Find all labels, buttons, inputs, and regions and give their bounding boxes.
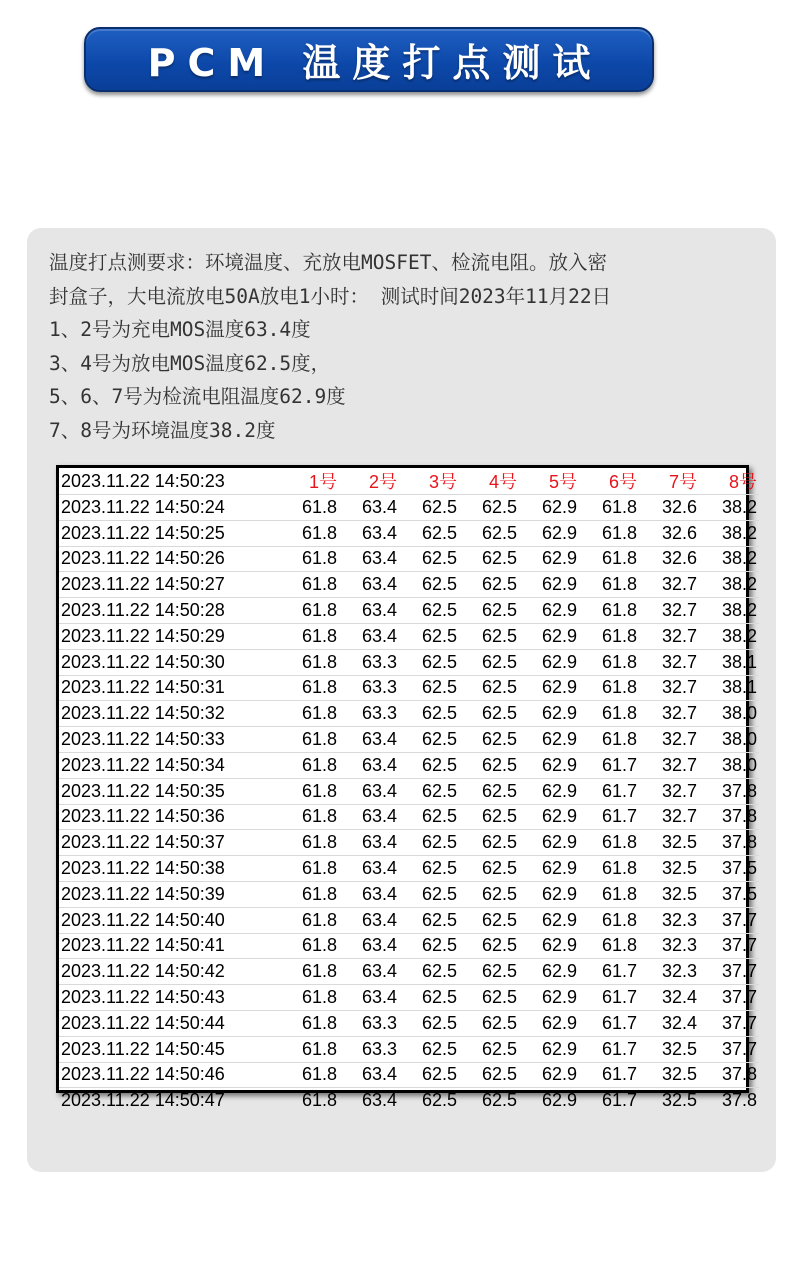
temperature-cell-5: 62.9 (519, 727, 579, 753)
temperature-cell-7: 32.5 (639, 830, 699, 856)
temperature-cell-8: 37.8 (699, 1062, 759, 1088)
table-row (59, 881, 759, 907)
temperature-cell-1: 61.8 (279, 1062, 339, 1088)
temperature-cell-2: 63.4 (339, 752, 399, 778)
table-row (59, 520, 759, 546)
row-timestamp: 2023.11.22 14:50:32 (59, 701, 279, 727)
temperature-cell-6: 61.7 (579, 1010, 639, 1036)
temperature-cell-5: 62.9 (519, 675, 579, 701)
temperature-cell-7: 32.7 (639, 649, 699, 675)
temperature-cell-5: 62.9 (519, 546, 579, 572)
temperature-cell-5: 62.9 (519, 778, 579, 804)
temperature-cell-6: 61.8 (579, 598, 639, 624)
temperature-cell-2: 63.3 (339, 675, 399, 701)
temperature-cell-4: 62.5 (459, 881, 519, 907)
table-row (59, 572, 759, 598)
temperature-cell-2: 63.4 (361, 1090, 397, 1111)
table-row (59, 933, 759, 959)
row-timestamp: 2023.11.22 14:50:46 (59, 1062, 279, 1088)
row-timestamp: 2023.11.22 14:50:29 (59, 623, 279, 649)
temperature-cell-5: 62.9 (519, 985, 579, 1011)
requirement-line: 1、2号为充电MOS温度63.4度 (49, 318, 311, 341)
table-row (59, 830, 759, 856)
temperature-cell-7: 32.3 (639, 907, 699, 933)
temperature-table (59, 468, 759, 1113)
row-timestamp: 2023.11.22 14:50:36 (59, 804, 279, 830)
temperature-cell-3: 62.5 (399, 752, 459, 778)
temperature-cell-1: 61.8 (279, 959, 339, 985)
temperature-cell-1: 61.8 (279, 985, 339, 1011)
row-timestamp: 2023.11.22 14:50:24 (59, 495, 279, 521)
temperature-cell-4: 62.5 (459, 933, 519, 959)
temperature-cell-3: 62.5 (399, 495, 459, 521)
temperature-cell-6: 61.7 (579, 1062, 639, 1088)
temperature-cell-1: 61.8 (279, 778, 339, 804)
row-timestamp: 2023.11.22 14:50:37 (59, 830, 279, 856)
temperature-cell-2: 63.3 (339, 649, 399, 675)
row-timestamp: 2023.11.22 14:50:43 (59, 985, 279, 1011)
temperature-cell-5: 62.9 (519, 830, 579, 856)
temperature-cell-1: 61.8 (279, 856, 339, 882)
temperature-cell-8: 37.8 (699, 830, 759, 856)
temperature-cell-5: 62.9 (519, 933, 579, 959)
temperature-cell-3: 62.5 (399, 881, 459, 907)
temperature-cell-2: 63.3 (339, 701, 399, 727)
table-row (59, 1088, 759, 1113)
temperature-cell-4: 62.5 (459, 598, 519, 624)
temperature-cell-2: 63.4 (339, 830, 399, 856)
temperature-cell-4: 62.5 (459, 1010, 519, 1036)
temperature-table-frame (56, 465, 757, 1111)
requirement-line: 封盒子，大电流放电50A放电1小时： 测试时间2023年11月22日 (49, 284, 612, 308)
temperature-cell-7: 32.4 (639, 985, 699, 1011)
temperature-cell-1: 61.8 (279, 623, 339, 649)
row-timestamp: 2023.11.22 14:50:47 (61, 1090, 225, 1111)
temperature-cell-2: 63.4 (339, 907, 399, 933)
temperature-cell-8: 37.5 (699, 881, 759, 907)
temperature-cell-3: 62.5 (399, 1036, 459, 1062)
temperature-cell-7: 32.7 (639, 701, 699, 727)
temperature-cell-6: 61.8 (579, 546, 639, 572)
temperature-cell-6: 61.7 (579, 985, 639, 1011)
row-timestamp: 2023.11.22 14:50:42 (59, 959, 279, 985)
temperature-cell-6: 61.8 (579, 572, 639, 598)
temperature-cell-5: 62.9 (519, 495, 579, 521)
temperature-cell-3: 62.5 (399, 830, 459, 856)
temperature-cell-6: 61.7 (579, 1036, 639, 1062)
temperature-cell-6: 61.8 (579, 623, 639, 649)
temperature-cell-7: 32.6 (639, 546, 699, 572)
row-timestamp: 2023.11.22 14:50:38 (59, 856, 279, 882)
temperature-cell-4: 62.5 (459, 907, 519, 933)
temperature-cell-6: 61.8 (579, 649, 639, 675)
temperature-cell-5: 62.9 (519, 1036, 579, 1062)
temperature-cell-8: 37.7 (699, 1010, 759, 1036)
temperature-cell-7: 32.7 (639, 675, 699, 701)
temperature-cell-7: 32.3 (639, 959, 699, 985)
temperature-cell-7: 32.6 (639, 495, 699, 521)
temperature-cell-8: 38.2 (699, 546, 759, 572)
temperature-cell-8: 38.2 (699, 520, 759, 546)
temperature-cell-3: 62.5 (399, 546, 459, 572)
table-row (59, 623, 759, 649)
temperature-cell-6: 61.8 (579, 701, 639, 727)
temperature-cell-4: 62.5 (459, 856, 519, 882)
row-timestamp: 2023.11.22 14:50:44 (59, 1010, 279, 1036)
temperature-cell-5: 62.9 (519, 881, 579, 907)
temperature-cell-4: 62.5 (459, 623, 519, 649)
temperature-cell-5: 62.9 (519, 959, 579, 985)
temperature-cell-8: 37.7 (699, 985, 759, 1011)
temperature-cell-7: 32.7 (639, 727, 699, 753)
temperature-cell-2: 63.4 (339, 881, 399, 907)
temperature-cell-3: 62.5 (399, 1062, 459, 1088)
temperature-cell-5: 62.9 (519, 520, 579, 546)
temperature-cell-2: 63.4 (339, 623, 399, 649)
temperature-cell-2: 63.4 (339, 856, 399, 882)
column-header-2: 2号 (339, 468, 399, 495)
temperature-cell-7: 32.7 (639, 752, 699, 778)
temperature-cell-2: 63.4 (339, 520, 399, 546)
temperature-cell-1: 61.8 (279, 1036, 339, 1062)
row-timestamp: 2023.11.22 14:50:31 (59, 675, 279, 701)
temperature-cell-4: 62.5 (459, 1062, 519, 1088)
temperature-cell-5: 62.9 (519, 572, 579, 598)
row-timestamp: 2023.11.22 14:50:25 (59, 520, 279, 546)
temperature-cell-3: 62.5 (399, 985, 459, 1011)
row-timestamp: 2023.11.22 14:50:26 (59, 546, 279, 572)
temperature-cell-5: 62.9 (519, 804, 579, 830)
temperature-cell-8: 38.2 (699, 623, 759, 649)
temperature-cell-5: 62.9 (519, 1062, 579, 1088)
temperature-cell-2: 63.4 (339, 933, 399, 959)
temperature-cell-1: 61.8 (279, 649, 339, 675)
temperature-cell-3: 62.5 (399, 959, 459, 985)
temperature-cell-3: 62.5 (399, 520, 459, 546)
requirement-line: 温度打点测要求：环境温度、充放电MOSFET、检流电阻。放入密 (49, 251, 607, 274)
temperature-cell-1: 61.8 (279, 804, 339, 830)
temperature-cell-7: 32.6 (639, 520, 699, 546)
column-header-1: 1号 (279, 468, 339, 495)
temperature-cell-2: 63.4 (339, 778, 399, 804)
temperature-cell-5: 62.9 (519, 856, 579, 882)
temperature-cell-6: 61.8 (579, 727, 639, 753)
temperature-cell-4: 62.5 (459, 572, 519, 598)
column-header-4: 4号 (459, 468, 519, 495)
temperature-cell-6: 61.8 (579, 933, 639, 959)
temperature-cell-3: 62.5 (399, 778, 459, 804)
temperature-cell-1: 61.8 (279, 1010, 339, 1036)
row-timestamp: 2023.11.22 14:50:27 (59, 572, 279, 598)
column-header-5: 5号 (519, 468, 579, 495)
temperature-cell-7: 32.7 (639, 598, 699, 624)
temperature-cell-8: 38.2 (699, 572, 759, 598)
temperature-cell-3: 62.5 (421, 1090, 457, 1111)
temperature-cell-8: 38.1 (699, 675, 759, 701)
temperature-cell-8: 38.2 (699, 598, 759, 624)
temperature-cell-2: 63.4 (339, 572, 399, 598)
temperature-cell-5: 62.9 (519, 598, 579, 624)
temperature-cell-3: 62.5 (399, 804, 459, 830)
temperature-cell-5: 62.9 (519, 701, 579, 727)
temperature-cell-8: 37.8 (699, 804, 759, 830)
temperature-cell-1: 61.8 (279, 752, 339, 778)
temperature-cell-7: 32.7 (639, 623, 699, 649)
temperature-cell-1: 61.8 (279, 546, 339, 572)
temperature-cell-6: 61.8 (579, 881, 639, 907)
temperature-cell-8: 37.7 (699, 933, 759, 959)
row-timestamp: 2023.11.22 14:50:34 (59, 752, 279, 778)
temperature-cell-2: 63.4 (339, 546, 399, 572)
row-timestamp: 2023.11.22 14:50:45 (59, 1036, 279, 1062)
temperature-cell-8: 37.7 (699, 907, 759, 933)
temperature-cell-6: 61.7 (579, 959, 639, 985)
requirement-line: 3、4号为放电MOS温度62.5度， (49, 351, 331, 375)
temperature-cell-5: 62.9 (519, 1010, 579, 1036)
temperature-cell-1: 61.8 (279, 675, 339, 701)
table-row (59, 959, 759, 985)
temperature-cell-8: 38.1 (699, 649, 759, 675)
requirement-line: 5、6、7号为检流电阻温度62.9度 (49, 385, 346, 408)
temperature-cell-7: 32.5 (639, 1036, 699, 1062)
table-row (59, 752, 759, 778)
temperature-cell-8: 38.0 (699, 727, 759, 753)
temperature-cell-3: 62.5 (399, 649, 459, 675)
table-row (59, 1036, 759, 1062)
temperature-cell-7: 32.7 (639, 572, 699, 598)
table-row (59, 856, 759, 882)
table-row (59, 1010, 759, 1036)
table-row (59, 546, 759, 572)
temperature-cell-5: 62.9 (519, 907, 579, 933)
temperature-cell-4: 62.5 (459, 495, 519, 521)
temperature-cell-7: 32.5 (639, 1062, 699, 1088)
row-timestamp: 2023.11.22 14:50:41 (59, 933, 279, 959)
temperature-cell-4: 62.5 (459, 830, 519, 856)
temperature-cell-1: 61.8 (279, 907, 339, 933)
temperature-cell-6: 61.7 (601, 1090, 637, 1111)
temperature-cell-6: 61.8 (579, 495, 639, 521)
row-timestamp: 2023.11.22 14:50:28 (59, 598, 279, 624)
row-timestamp: 2023.11.22 14:50:30 (59, 649, 279, 675)
temperature-cell-2: 63.4 (339, 598, 399, 624)
temperature-cell-8: 37.8 (721, 1090, 757, 1111)
temperature-cell-4: 62.5 (459, 778, 519, 804)
temperature-cell-6: 61.8 (579, 830, 639, 856)
temperature-cell-8: 37.7 (699, 959, 759, 985)
temperature-cell-7: 32.7 (639, 778, 699, 804)
temperature-cell-1: 61.8 (279, 572, 339, 598)
temperature-cell-4: 62.5 (481, 1090, 517, 1111)
banner-title: PCM 温度打点测试 (147, 41, 603, 85)
temperature-cell-4: 62.5 (459, 520, 519, 546)
temperature-cell-8: 37.8 (699, 778, 759, 804)
temperature-cell-8: 38.0 (699, 701, 759, 727)
temperature-cell-5: 62.9 (541, 1090, 577, 1111)
table-row (59, 675, 759, 701)
temperature-cell-4: 62.5 (459, 752, 519, 778)
temperature-cell-2: 63.4 (339, 959, 399, 985)
temperature-cell-1: 61.8 (279, 830, 339, 856)
temperature-cell-2: 63.3 (339, 1010, 399, 1036)
temperature-cell-6: 61.8 (579, 675, 639, 701)
row-timestamp: 2023.11.22 14:50:33 (59, 727, 279, 753)
temperature-cell-1: 61.8 (279, 727, 339, 753)
temperature-cell-6: 61.8 (579, 520, 639, 546)
temperature-cell-4: 62.5 (459, 959, 519, 985)
temperature-cell-7: 32.5 (639, 881, 699, 907)
temperature-cell-2: 63.4 (339, 1062, 399, 1088)
temperature-cell-4: 62.5 (459, 675, 519, 701)
temperature-cell-4: 62.5 (459, 727, 519, 753)
temperature-cell-6: 61.7 (579, 804, 639, 830)
table-row (59, 907, 759, 933)
row-timestamp: 2023.11.22 14:50:35 (59, 778, 279, 804)
table-body (59, 495, 759, 1114)
temperature-cell-3: 62.5 (399, 907, 459, 933)
table-header-row (59, 468, 759, 495)
temperature-cell-3: 62.5 (399, 856, 459, 882)
temperature-cell-1: 61.8 (279, 933, 339, 959)
temperature-cell-4: 62.5 (459, 701, 519, 727)
temperature-cell-1: 61.8 (279, 598, 339, 624)
column-header-3: 3号 (399, 468, 459, 495)
temperature-cell-4: 62.5 (459, 985, 519, 1011)
temperature-cell-3: 62.5 (399, 623, 459, 649)
table-row (59, 804, 759, 830)
temperature-cell-6: 61.8 (579, 856, 639, 882)
temperature-cell-1: 61.8 (279, 881, 339, 907)
temperature-cell-1: 61.8 (279, 701, 339, 727)
content-panel (27, 228, 776, 1172)
temperature-cell-1: 61.8 (279, 520, 339, 546)
column-header-6: 6号 (579, 468, 639, 495)
temperature-cell-6: 61.7 (579, 752, 639, 778)
temperature-cell-5: 62.9 (519, 752, 579, 778)
temperature-cell-1: 61.8 (301, 1090, 337, 1111)
temperature-cell-8: 37.7 (699, 1036, 759, 1062)
table-row (59, 1062, 759, 1088)
table-row (59, 495, 759, 521)
row-timestamp: 2023.11.22 14:50:39 (59, 881, 279, 907)
temperature-cell-1: 61.8 (279, 495, 339, 521)
temperature-cell-8: 38.2 (699, 495, 759, 521)
temperature-cell-4: 62.5 (459, 649, 519, 675)
table-row (59, 598, 759, 624)
temperature-cell-3: 62.5 (399, 572, 459, 598)
table-row (59, 701, 759, 727)
temperature-cell-2: 63.4 (339, 985, 399, 1011)
temperature-cell-4: 62.5 (459, 1036, 519, 1062)
temperature-cell-3: 62.5 (399, 727, 459, 753)
temperature-cell-5: 62.9 (519, 623, 579, 649)
column-header-8: 8号 (699, 468, 759, 495)
temperature-cell-7: 32.7 (639, 804, 699, 830)
column-header-7: 7号 (639, 468, 699, 495)
temperature-cell-2: 63.3 (339, 1036, 399, 1062)
title-banner (84, 27, 654, 92)
temperature-cell-8: 38.0 (699, 752, 759, 778)
temperature-cell-6: 61.7 (579, 778, 639, 804)
temperature-cell-8: 37.5 (699, 856, 759, 882)
table-row (59, 778, 759, 804)
temperature-cell-7: 32.5 (661, 1090, 697, 1111)
temperature-cell-3: 62.5 (399, 1010, 459, 1036)
table-row (59, 727, 759, 753)
temperature-cell-7: 32.5 (639, 856, 699, 882)
table-row (59, 649, 759, 675)
requirements-text (49, 246, 761, 447)
requirement-line: 7、8号为环境温度38.2度 (49, 418, 276, 442)
temperature-cell-7: 32.4 (639, 1010, 699, 1036)
header-timestamp: 2023.11.22 14:50:23 (59, 468, 279, 495)
row-timestamp: 2023.11.22 14:50:40 (59, 907, 279, 933)
temperature-cell-2: 63.4 (339, 727, 399, 753)
temperature-cell-3: 62.5 (399, 933, 459, 959)
temperature-cell-3: 62.5 (399, 701, 459, 727)
temperature-cell-3: 62.5 (399, 598, 459, 624)
temperature-cell-2: 63.4 (339, 804, 399, 830)
temperature-cell-3: 62.5 (399, 675, 459, 701)
temperature-cell-4: 62.5 (459, 804, 519, 830)
temperature-cell-6: 61.8 (579, 907, 639, 933)
temperature-cell-5: 62.9 (519, 649, 579, 675)
table-row (59, 985, 759, 1011)
temperature-cell-2: 63.4 (339, 495, 399, 521)
temperature-cell-7: 32.3 (639, 933, 699, 959)
temperature-cell-4: 62.5 (459, 546, 519, 572)
